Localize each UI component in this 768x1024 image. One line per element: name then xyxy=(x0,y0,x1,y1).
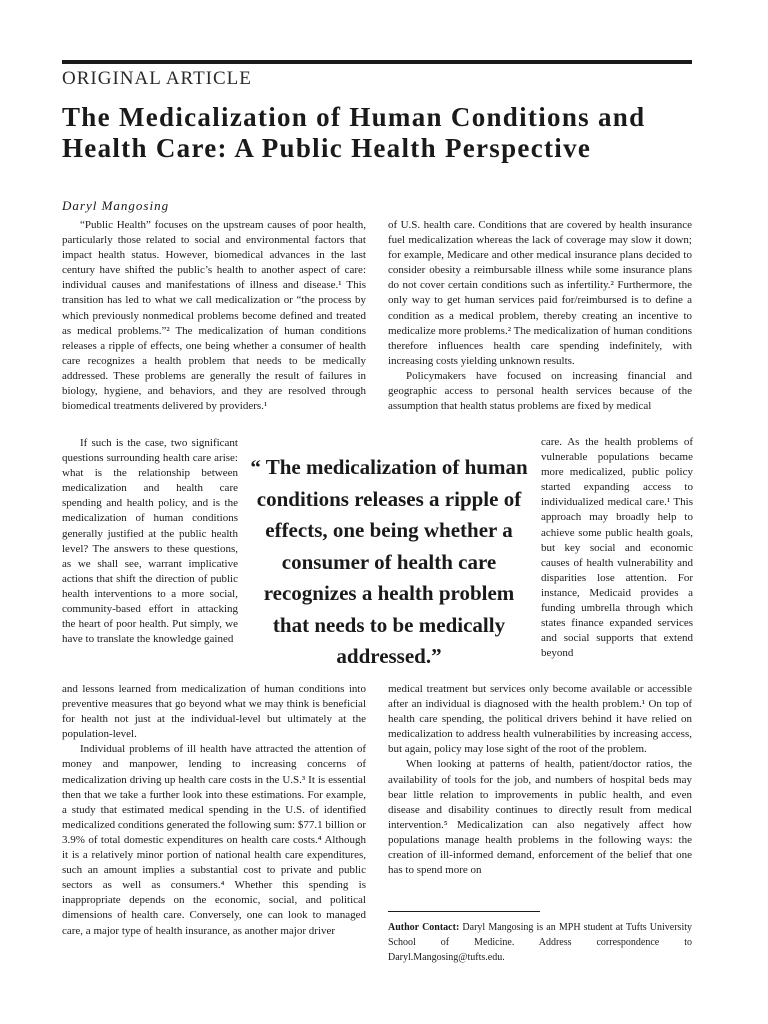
paragraph: “Public Health” focuses on the upstream causes of poor health, particularly those related to social and environmental factors that impact health status. However, biomedical advances in the last century have shifted the public’s health to another aspect of care: individual causes and manifestations of illness and disease.¹ This transition has led to what we call medicalization or “the process by which previously nonmedical problems become defined and treated as medical problems.”² The medicalization of human conditions releases a ripple of effects, one being whether a consumer of health care recognizes a health problem that needs to be medically addressed. These problems are generally the result of failures in biology, hygiene, and behaviors, and they are resolved through biomedical treatments delivered by providers.¹ xyxy=(62,219,366,413)
article-title: The Medicalization of Human Conditions and Health Care: A Public Health Perspective xyxy=(62,102,646,163)
top-rule xyxy=(62,60,692,64)
paragraph: Policymakers have focused on increasing financial and geographic access to personal health services because of the assumption that health status problems are fixed by medical xyxy=(388,369,692,413)
paragraph: When looking at patterns of health, patient/doctor ratios, the availability of tools for the job, and numbers of hospital beds may bear little relation to improvements in public health, and even disease and disability continues to directly result from medical intervention.⁵ Medicalization can also negatively affect how populations manage health problems in the following ways: the creation of ill-informed demand, enforcement of the belief that one has to spend more on xyxy=(388,758,692,877)
author-contact-text: Daryl Mangosing is an MPH student at Tufts University School of Medicine. Address correspondence to Daryl.Mangosing@tufts.edu. xyxy=(388,922,692,964)
pull-quote: “ The medicalization of human conditions releases a ripple of effects, one being whether a consumer of health care recognizes a health problem that needs to be medically addressed.” xyxy=(250,455,528,668)
paragraph: medical treatment but services only become available or accessible after an individual is diagnosed with the health problem.¹ On top of health care spending, the political drivers behind it have relied on medicalization to address health vulnerabilities by increasing access, but again, policy may lose sight of the root of the problem. xyxy=(388,683,692,756)
column-2-top xyxy=(388,218,692,414)
author-contact-label: Author Contact: xyxy=(388,922,460,933)
author-contact-footnote xyxy=(388,920,692,966)
section-label: ORIGINAL ARTICLE xyxy=(62,68,252,89)
column-2-bottom xyxy=(388,682,692,878)
column-1-narrow xyxy=(62,436,238,647)
paragraph: Individual problems of ill health have attracted the attention of money and manpower, lending to increasing concerns of medicalization driving up health care costs in the U.S.³ It is essential then that we take a further look into these estimations. For example, a study that estimated medical spending in the U.S. of identified medicalized conditions generated the following sum: $77.1 billion or 3.9% of total domestic expenditures on health care costs.⁴ Although it is a relatively minor portion of national health care expenditures, such an amount implies a substantial cost to private and public sectors as well as consumers.⁴ Whether this spending is inappropriate depends on the economic, social, and political dimensions of health care. Conversely, one can look to managed care, a major type of health insurance, as another major driver xyxy=(62,743,366,937)
column-1-bottom xyxy=(62,682,366,939)
footnote-rule xyxy=(388,911,540,912)
paragraph: If such is the case, two significant questions surrounding health care arise: what is the relationship between medicalization and health care spending and health policy, and is the medicalization of human conditions generally justified at the public health level? The answers to these questions, as we shall see, warrant implicative actions that shift the direction of public health interventions to a more social, community-based effort in attacking the heart of poor health. Put simply, we have to translate the knowledge gained xyxy=(62,437,238,646)
paragraph: and lessons learned from medicalization of human conditions into preventive measures that go beyond what we may think is beneficial for health not just at the individual-level but ultimately at the population-level. xyxy=(62,683,366,741)
author-name: Daryl Mangosing xyxy=(62,198,170,213)
paragraph: of U.S. health care. Conditions that are covered by health insurance fuel medicalization whereas the lack of coverage may slow it down; for example, Medicare and other medical insurance plans decided to consider obesity a reimbursable illness while some insurance plans do not cover certain conditions such as infertility.² Furthermore, the only way to get human services paid for/reimbursed is to define a condition as a medical problem, thereby creating an incentive to medicalize more problems.² The medicalization of human conditions therefore influences health care spending indefinitely, with increasing costs yielding unknown results. xyxy=(388,219,692,367)
column-1-top xyxy=(62,218,366,414)
paragraph: care. As the health problems of vulnerable populations became more medicalized, public policy started expanding access to individualized medical care.¹ This approach may broadly help to achieve some public health goals, but key social and economic causes of health vulnerability and disparities lose attention. For instance, Medicaid provides a funding umbrella through which states finance expanded services and social supports that extend beyond xyxy=(541,436,693,660)
column-2-narrow xyxy=(541,435,693,661)
